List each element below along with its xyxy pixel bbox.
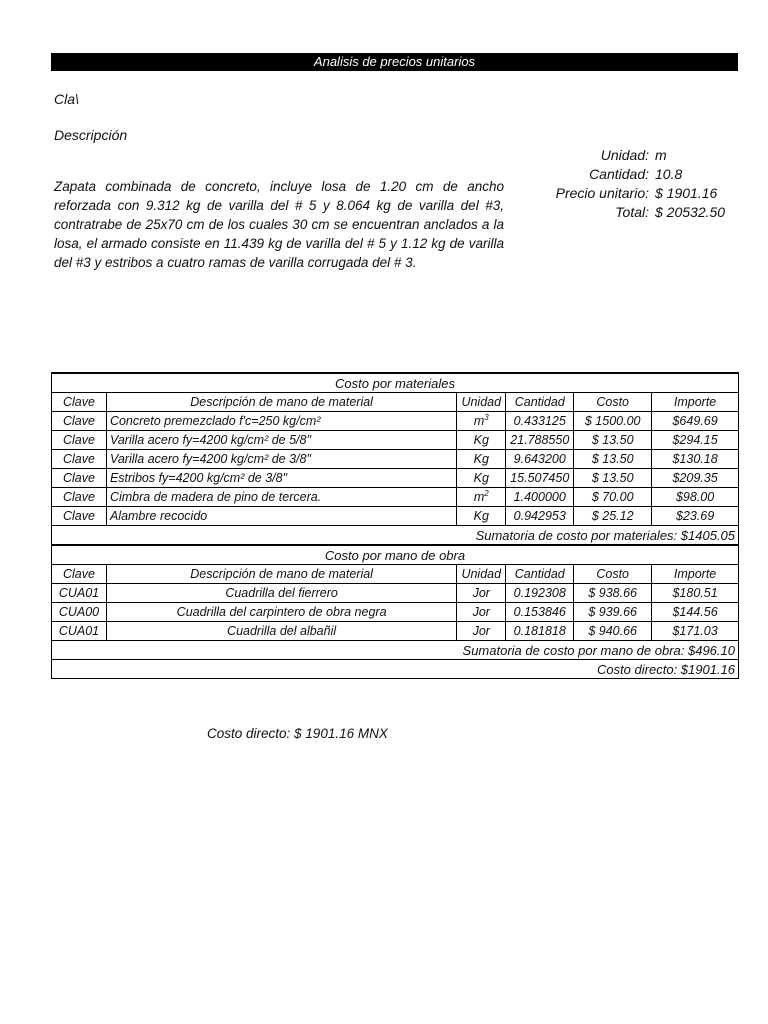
- cell-unidad-text: Jor: [472, 586, 490, 600]
- page-title: Analisis de precios unitarios: [51, 53, 738, 71]
- cell-clave-text: Clave: [62, 452, 95, 466]
- cell-descripcion: [106, 431, 456, 450]
- summary-row-cantidad: [520, 165, 725, 184]
- cell-cantidad-text: 1.400000: [513, 490, 566, 504]
- cell-clave: [52, 450, 107, 469]
- cell-clave: [52, 622, 107, 641]
- summary-value: $ 1901.16: [655, 185, 718, 201]
- section-header-mano-obra: [52, 545, 739, 565]
- cell-importe-text: $23.69: [675, 509, 715, 523]
- cell-descripcion-text: Alambre recocido: [109, 509, 208, 523]
- mano-obra-total: Sumatoria de costo por mano de obra: $496.10: [52, 641, 739, 660]
- cell-unidad: [457, 507, 506, 526]
- cell-costo: [574, 450, 652, 469]
- cell-cantidad: [506, 507, 574, 526]
- cell-unidad-text: Kg: [473, 471, 489, 485]
- cell-cantidad: [506, 412, 574, 431]
- table-row: [52, 469, 739, 488]
- materiales-rows: [52, 412, 739, 526]
- cell-descripcion: [106, 507, 456, 526]
- cell-importe-text: $144.56: [672, 605, 718, 619]
- cell-costo: [574, 603, 652, 622]
- cell-importe-text: $171.03: [672, 624, 718, 638]
- unit-exponent: 2: [484, 489, 489, 499]
- cell-costo-text: $ 940.66: [588, 624, 638, 638]
- cell-clave: [52, 469, 107, 488]
- column-header: Unidad: [457, 393, 506, 412]
- cell-unidad: [457, 431, 506, 450]
- cell-cantidad: [506, 584, 574, 603]
- cell-descripcion-text: Estribos fy=4200 kg/cm² de 3/8": [109, 471, 288, 485]
- cell-descripcion: [106, 622, 456, 641]
- summary-value: 10.8: [655, 166, 683, 182]
- cell-importe: [652, 603, 739, 622]
- cell-clave-text: CUA01: [58, 624, 100, 638]
- cell-clave: [52, 488, 107, 507]
- cell-unidad-text: m: [473, 414, 485, 429]
- cell-descripcion: [106, 450, 456, 469]
- column-header: Clave: [52, 565, 107, 584]
- column-header: Descripción de mano de material: [106, 393, 456, 412]
- cell-costo-text: $ 25.12: [591, 509, 634, 523]
- summary-value: m: [655, 147, 667, 163]
- descripcion-text: Zapata combinada de concreto, incluye losa de 1.20 cm de ancho reforzada con 9.312 kg de varilla del # 5 y 8.064 kg de varilla del #3, contratrabe de 25x70 cm de los cuales 30 cm se encuentran anclados a la losa, el armado consiste en 11.439 kg de varilla del # 5 y 1.12 kg de varilla del #3 y estribos a cuatro ramas de varilla corrugada del # 3.: [54, 179, 504, 270]
- summary-label: Cantidad:: [589, 166, 649, 182]
- clave-label: Cla\: [54, 91, 79, 107]
- cell-clave: [52, 412, 107, 431]
- cell-unidad: [457, 603, 506, 622]
- costo-directo-row: [52, 660, 739, 679]
- cell-cantidad: [506, 622, 574, 641]
- cell-clave: [52, 507, 107, 526]
- cell-costo: [574, 507, 652, 526]
- summary-block: [520, 146, 725, 222]
- cell-cantidad-text: 9.643200: [513, 452, 566, 466]
- cell-descripcion: [106, 469, 456, 488]
- mano-obra-rows: [52, 584, 739, 641]
- cell-descripcion-text: Varilla acero fy=4200 kg/cm² de 3/8": [109, 452, 311, 466]
- cell-unidad: [457, 488, 506, 507]
- cell-descripcion-text: Cuadrilla del carpintero de obra negra: [176, 605, 387, 619]
- cell-cantidad-text: 0.433125: [513, 414, 566, 428]
- cell-cantidad-text: 0.153846: [513, 605, 566, 619]
- cell-importe: [652, 507, 739, 526]
- cell-cantidad-text: 15.507450: [510, 471, 570, 485]
- cell-importe: [652, 584, 739, 603]
- cell-cantidad: [506, 469, 574, 488]
- column-header: Importe: [652, 565, 739, 584]
- cell-descripcion-text: Cuadrilla del albañil: [227, 624, 337, 638]
- cell-unidad-text: Jor: [472, 605, 490, 619]
- descripcion-label: Descripción: [54, 127, 128, 143]
- cell-cantidad-text: 0.181818: [513, 624, 566, 638]
- cell-cantidad: [506, 450, 574, 469]
- column-header: Descripción de mano de material: [106, 565, 456, 584]
- cell-importe-text: $98.00: [675, 490, 715, 504]
- cell-costo: [574, 469, 652, 488]
- cell-unidad-text: Kg: [473, 509, 489, 523]
- summary-label: Total:: [615, 204, 649, 220]
- footer-costo-directo: Costo directo: $ 1901.16 MNX: [207, 726, 388, 741]
- cell-costo-text: $ 13.50: [591, 452, 634, 466]
- cell-clave-text: Clave: [62, 433, 95, 447]
- cell-costo: [574, 488, 652, 507]
- column-header: Unidad: [457, 565, 506, 584]
- cell-unidad-text: Jor: [472, 624, 490, 638]
- section-title: Costo por mano de obra: [52, 545, 739, 565]
- cell-clave-text: Clave: [62, 471, 95, 485]
- column-header: Importe: [652, 393, 739, 412]
- cell-importe-text: $130.18: [672, 452, 718, 466]
- cell-importe: [652, 431, 739, 450]
- cell-costo: [574, 431, 652, 450]
- cell-descripcion-text: Cimbra de madera de pino de tercera.: [109, 490, 322, 504]
- cell-importe: [652, 488, 739, 507]
- column-header: Costo: [574, 565, 652, 584]
- cell-unidad: [457, 450, 506, 469]
- cell-cantidad: [506, 603, 574, 622]
- cell-clave: [52, 603, 107, 622]
- section-header-materiales: [52, 373, 739, 393]
- column-header: Cantidad: [506, 393, 574, 412]
- cell-importe-text: $294.15: [672, 433, 718, 447]
- mano-obra-total-row: [52, 641, 739, 660]
- cell-cantidad-text: 21.788550: [510, 433, 570, 447]
- summary-label: Unidad:: [600, 147, 649, 163]
- cell-unidad: [457, 469, 506, 488]
- cell-costo: [574, 412, 652, 431]
- cell-importe: [652, 450, 739, 469]
- table-row: [52, 584, 739, 603]
- cell-importe-text: $649.69: [672, 414, 718, 428]
- summary-row-total: [520, 203, 725, 222]
- cell-cantidad: [506, 431, 574, 450]
- cell-costo-text: $ 70.00: [591, 490, 634, 504]
- cell-unidad-text: m: [473, 490, 485, 505]
- cell-descripcion: [106, 488, 456, 507]
- cell-descripcion-text: Concreto premezclado f'c=250 kg/cm²: [109, 414, 321, 428]
- cell-descripcion: [106, 412, 456, 431]
- column-header: Costo: [574, 393, 652, 412]
- column-header: Clave: [52, 393, 107, 412]
- cell-clave: [52, 584, 107, 603]
- table-row: [52, 488, 739, 507]
- costo-directo-total: Costo directo: $1901.16: [52, 660, 739, 679]
- cell-clave-text: CUA00: [58, 605, 100, 619]
- cell-importe: [652, 622, 739, 641]
- cell-descripcion-text: Varilla acero fy=4200 kg/cm² de 5/8": [109, 433, 311, 447]
- table-row: [52, 431, 739, 450]
- table-row: [52, 622, 739, 641]
- materiales-total-row: [52, 526, 739, 546]
- cell-unidad: [457, 584, 506, 603]
- table-row: [52, 412, 739, 431]
- summary-value: $ 20532.50: [655, 204, 726, 220]
- cell-costo-text: $ 1500.00: [584, 414, 641, 428]
- table-row: [52, 603, 739, 622]
- unit-exponent: 3: [484, 413, 489, 423]
- cell-importe: [652, 469, 739, 488]
- cell-importe: [652, 412, 739, 431]
- cell-cantidad: [506, 488, 574, 507]
- section-title: Costo por materiales: [52, 373, 739, 393]
- summary-row-unidad: [520, 146, 725, 165]
- cell-clave-text: Clave: [62, 509, 95, 523]
- cell-unidad-text: Kg: [473, 452, 489, 466]
- column-header: Cantidad: [506, 565, 574, 584]
- cell-cantidad-text: 0.192308: [513, 586, 566, 600]
- cell-descripcion: [106, 603, 456, 622]
- cell-cantidad-text: 0.942953: [513, 509, 566, 523]
- table-header-row: [52, 393, 739, 412]
- table-row: [52, 507, 739, 526]
- materiales-total: Sumatoria de costo por materiales: $1405.05: [52, 526, 739, 546]
- cell-descripcion-text: Cuadrilla del fierrero: [225, 586, 338, 600]
- cell-importe-text: $209.35: [672, 471, 718, 485]
- cell-clave-text: Clave: [62, 490, 95, 504]
- cell-clave-text: CUA01: [58, 586, 100, 600]
- cell-costo-text: $ 939.66: [588, 605, 638, 619]
- cell-clave: [52, 431, 107, 450]
- summary-label: Precio unitario:: [555, 185, 649, 201]
- cell-unidad-text: Kg: [473, 433, 489, 447]
- cell-descripcion: [106, 584, 456, 603]
- cell-unidad: [457, 622, 506, 641]
- table-header-row: [52, 565, 739, 584]
- cell-unidad: [457, 412, 506, 431]
- cell-costo-text: $ 13.50: [591, 433, 634, 447]
- cell-clave-text: Clave: [62, 414, 95, 428]
- costs-table: [51, 372, 739, 679]
- table-row: [52, 450, 739, 469]
- cell-costo: [574, 584, 652, 603]
- cell-costo: [574, 622, 652, 641]
- cell-costo-text: $ 938.66: [588, 586, 638, 600]
- cell-costo-text: $ 13.50: [591, 471, 634, 485]
- cell-importe-text: $180.51: [672, 586, 718, 600]
- summary-row-precio: [520, 184, 725, 203]
